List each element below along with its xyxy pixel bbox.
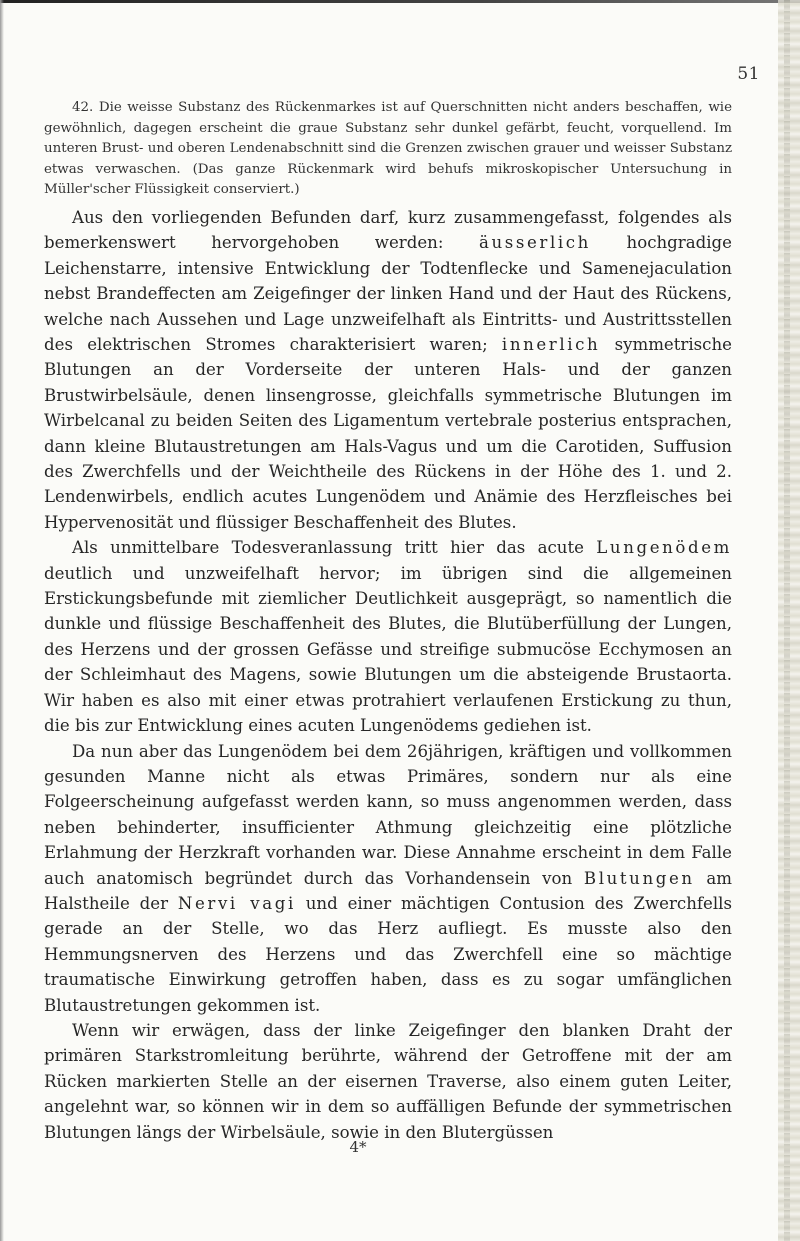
page-number: 51 — [737, 64, 760, 84]
paragraph-summary: Aus den vorliegenden Befunden darf, kurz zusammengefasst, folgendes als bemerkenswert hervorgehoben werden: äusserlich hochgradige Leichenstarre, intensive Entwicklung der Todtenflecke und Samenejaculation nebst Brandeffecten am Zeigefinger der linken Hand und der Haut des Rückens, welche nach Aussehen und Lage unzweifelhaft als Eintritts- und Austrittsstellen des elektrischen Stromes charakterisiert waren; innerlich symmetrische Blutungen an der Vorderseite der unteren Hals- und der ganzen Brustwirbelsäule, denen linsengrosse, gleichfalls symmetrische Blutungen im Wirbelcanal zu beiden Seiten des Ligamentum vertebrale posterius entsprachen, dann kleine Blutaustretungen am Hals-Vagus und um die Carotiden, Suffusion des Zwerchfells und der Weichtheile des Rückens in der Höhe des 1. und 2. Lendenwirbels, endlich acutes Lungenödem und Anämie des Herzfleisches bei Hypervenosität und flüssiger Beschaffenheit des Blutes. — [44, 207, 732, 532]
paragraph-current-path: Wenn wir erwägen, dass der linke Zeigefinger den blanken Draht der primären Starkstromleitung berührte, während der Getroffene mit der am Rücken markierten Stelle an der eisernen Traverse, also einem guten Leiter, angelehnt war, so können wir in dem so auffälligen Befunde der symmetrischen Blutungen längs der Wirbelsäule, sowie in den Blutergüssen — [44, 1020, 732, 1142]
binding-edge — [778, 0, 800, 1241]
left-page-shadow — [0, 0, 4, 1241]
spaced-term: innerlich — [501, 335, 601, 354]
page-body — [44, 98, 732, 1145]
spaced-term: Nervi vagi — [177, 893, 296, 913]
spaced-term: Lungenödem — [596, 538, 732, 558]
paragraph-lung-oedema: Da nun aber das Lungenödem bei dem 26jährigen, kräftigen und vollkommen gesunden Manne nicht als etwas Primäres, sondern nur als eine Folgeerscheinung aufgefasst werden kann, so muss angenommen werden, dass neben behinderter, insufficienter Athmung gleichzeitig eine plötzliche Erlahmung der Herzkraft vorhanden war. Diese Annahme erscheint in dem Falle auch anatomisch begründet durch das Vorhandensein von Blutungen am Halstheile der Nervi vagi und einer mächtigen Contusion des Zwerchfells gerade an der Stelle, wo das Herz aufliegt. Es musste also den Hemmungsnerven des Herzens und das Zwerchfell eine so mächtige traumatische Einwirkung getroffen haben, dass es zu sogar umfänglichen Blutaustretungen gekommen ist. — [44, 741, 732, 1015]
footnote-paragraph: 42. Die weisse Substanz des Rückenmarkes ist auf Querschnitten nicht anders beschaffen, wie gewöhnlich, dagegen erscheint die graue Substanz sehr dunkel gefärbt, feucht, vorquellend. Im unteren Brust- und oberen Lendenabschnitt sind die Grenzen zwischen grauer und weisser Substanz etwas verwaschen. (Das ganze Rückenmark wird behufs mikroskopischer Untersuchung in Müller'scher Flüssigkeit conserviert.) — [44, 100, 732, 198]
spaced-term: Blutungen — [583, 868, 695, 888]
top-rule — [0, 0, 800, 3]
paragraph-cause-of-death: Als unmittelbare Todesveranlassung tritt hier das acute Lungenödem deutlich und unzweifelhaft hervor; im übrigen sind die allgemeinen Erstickungsbefunde mit ziemlicher Deutlichkeit ausgeprägt, so namentlich die dunkle und flüssige Beschaffenheit des Blutes, die Blutüberfüllung der Lungen, des Herzens und der grossen Gefässe und streifige submucöse Ecchymosen an der Schleimhaut des Magens, sowie Blutungen um die absteigende Brustaorta. Wir haben es also mit einer etwas protrahiert verlaufenen Erstickung zu thun, die bis zur Entwicklung eines acuten Lungenödems gediehen ist. — [44, 538, 732, 736]
sheet-signature: 4* — [349, 1138, 367, 1156]
spaced-term: äusserlich — [478, 233, 591, 253]
